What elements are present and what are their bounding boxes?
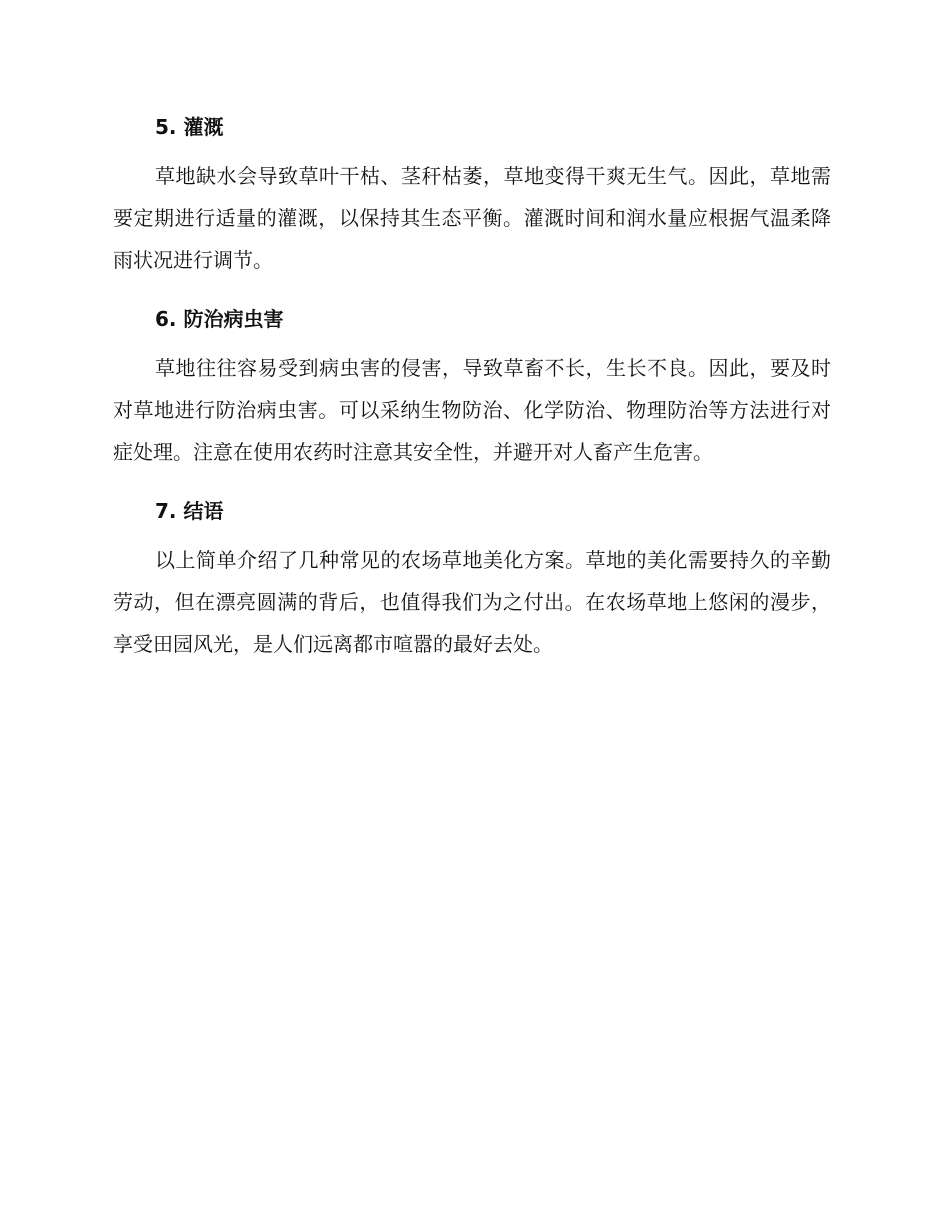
section-heading: 7. 结语 — [155, 499, 224, 523]
section-heading: 5. 灌溉 — [155, 115, 224, 139]
section-conclusion — [113, 491, 831, 665]
section-paragraph: 以上简单介绍了几种常见的农场草地美化方案。草地的美化需要持久的辛勤劳动，但在漂亮圆满的背后，也值得我们为之付出。在农场草地上悠闲的漫步，享受田园风光，是人们远离都市喧嚣的最好去处。 — [113, 548, 831, 656]
section-paragraph: 草地缺水会导致草叶干枯、茎秆枯萎，草地变得干爽无生气。因此，草地需要定期进行适量的灌溉，以保持其生态平衡。灌溉时间和润水量应根据气温柔降雨状况进行调节。 — [113, 164, 831, 272]
document-page — [113, 107, 831, 683]
section-pest-control — [113, 299, 831, 473]
section-paragraph: 草地往往容易受到病虫害的侵害，导致草畜不长，生长不良。因此，要及时对草地进行防治病虫害。可以采纳生物防治、化学防治、物理防治等方法进行对症处理。注意在使用农药时注意其安全性，并避开对人畜产生危害。 — [113, 356, 831, 464]
section-heading: 6. 防治病虫害 — [155, 307, 284, 331]
section-irrigation — [113, 107, 831, 281]
